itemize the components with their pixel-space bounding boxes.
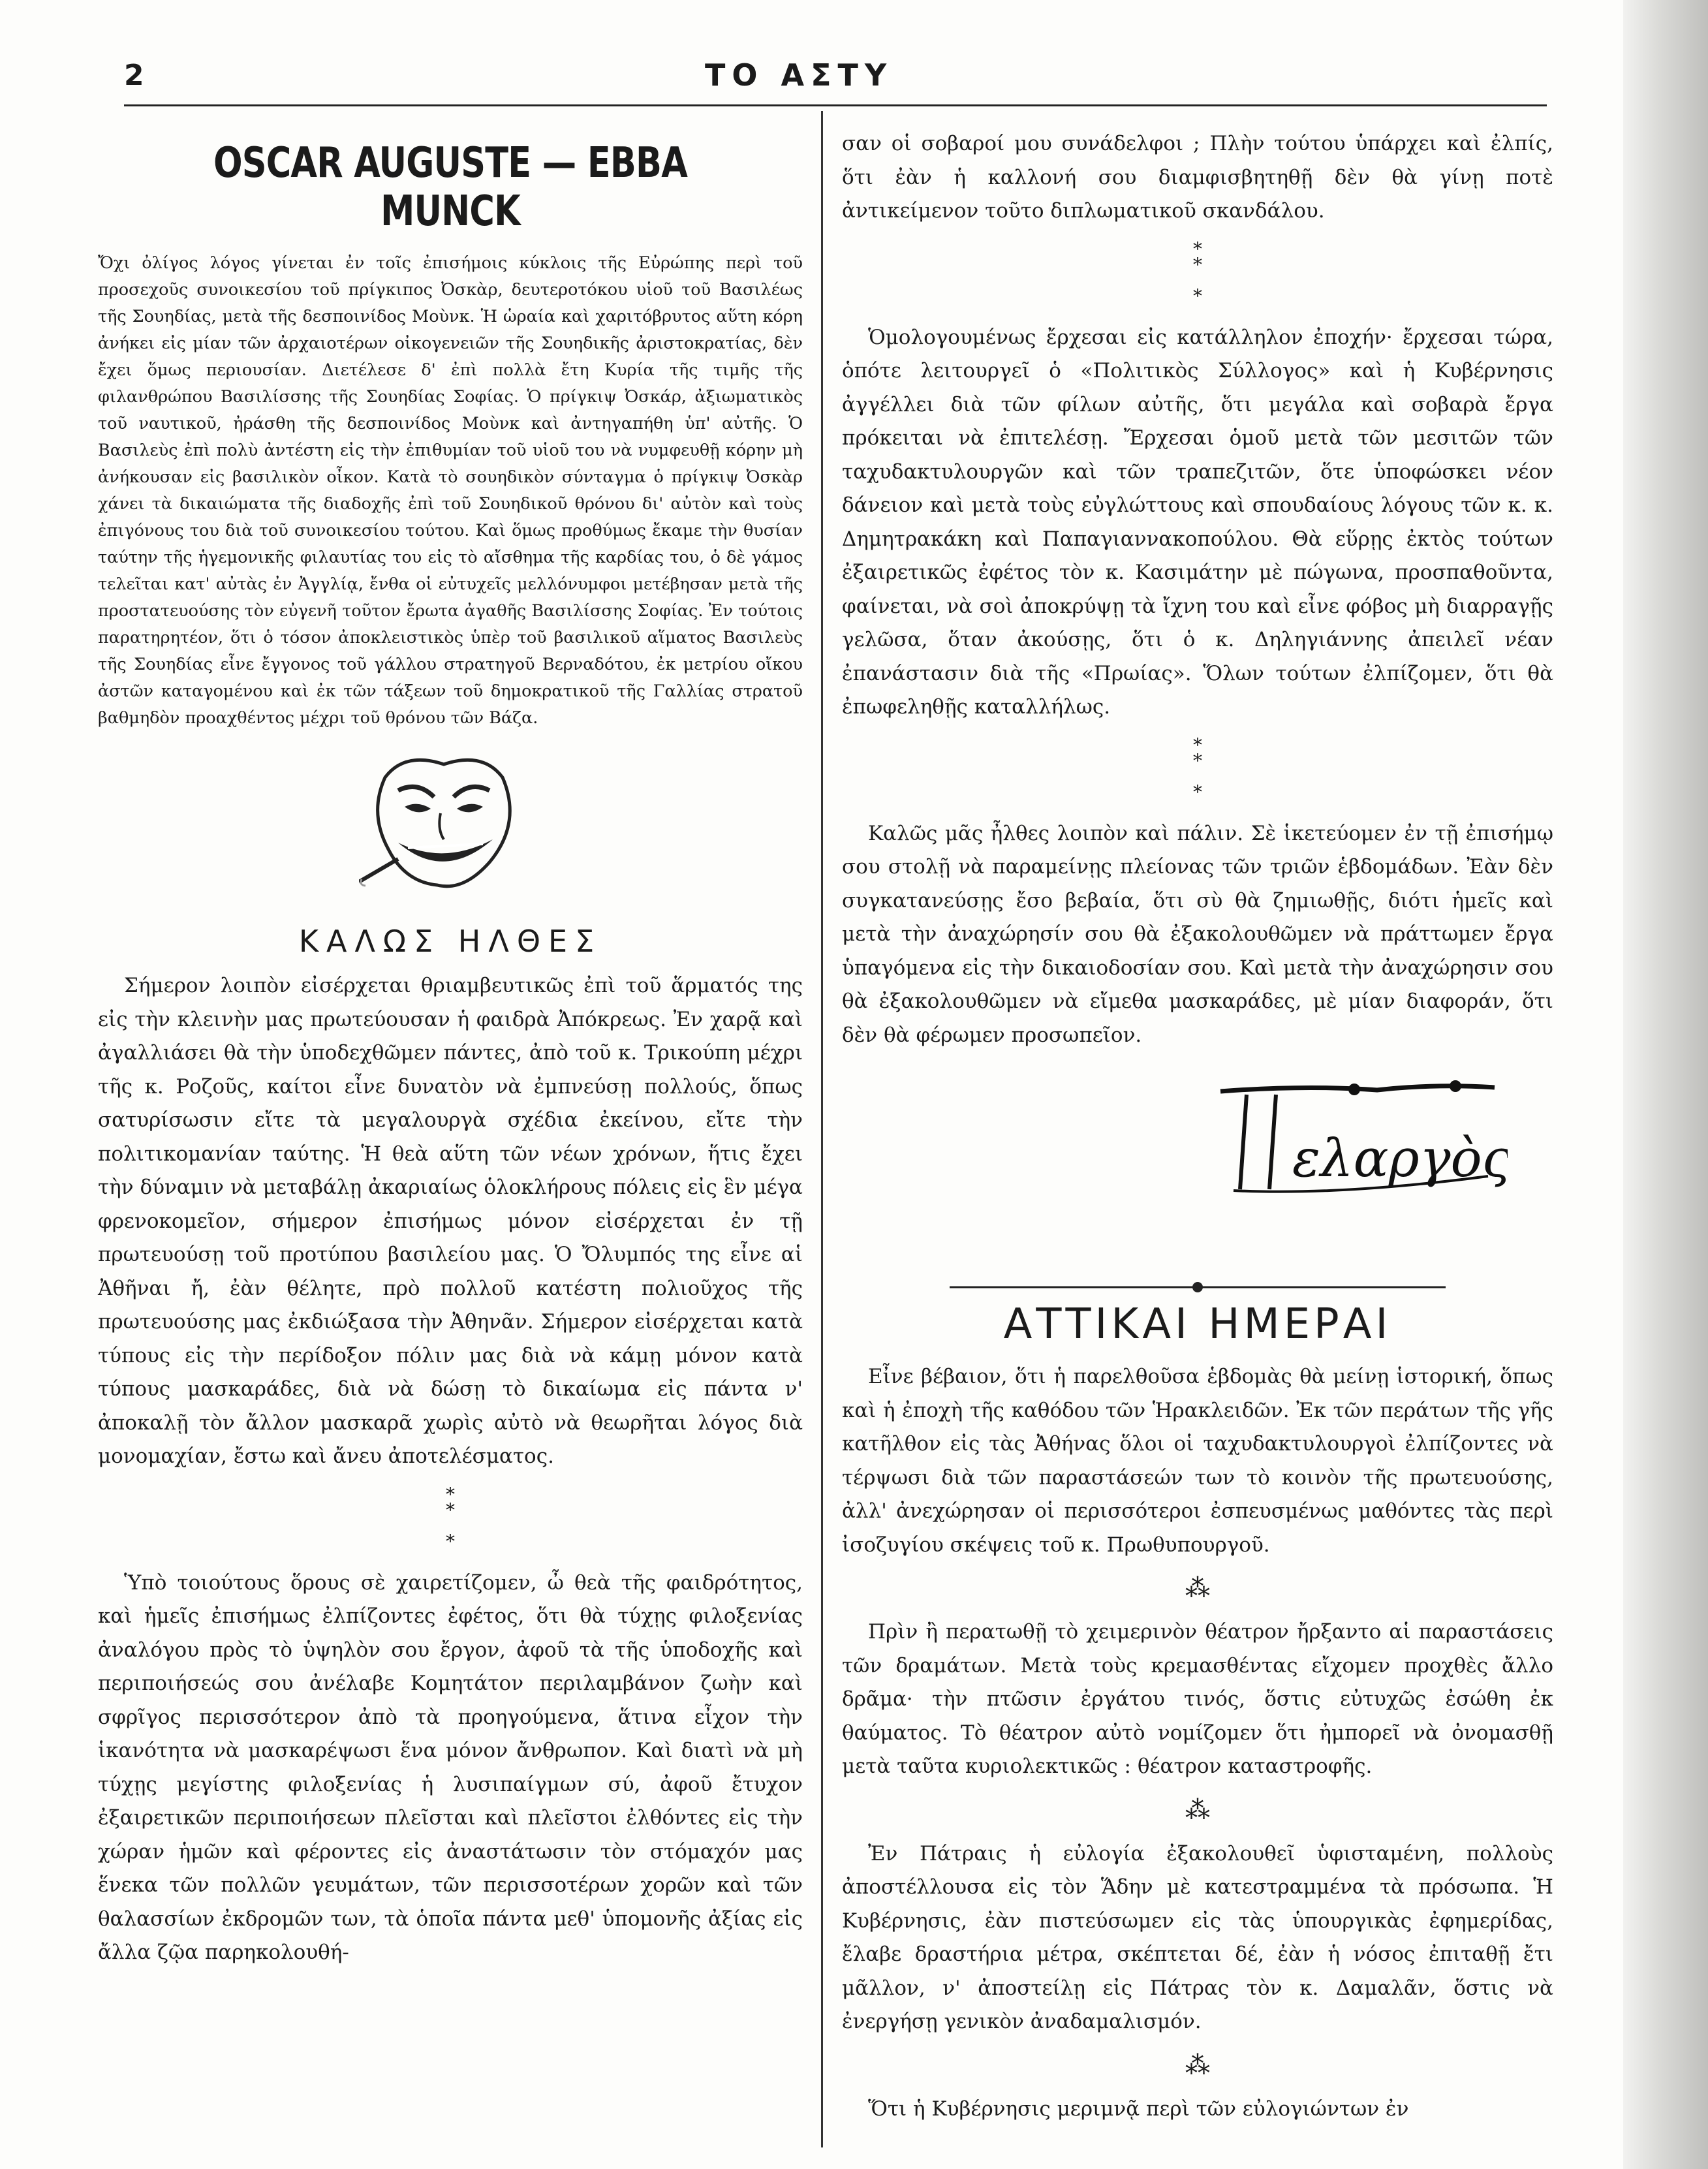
kalos-paragraph-3: Ὁμολογουμένως ἔρχεσαι εἰς κατάλληλον ἐποχήν· ἔρχεσαι τώρα, ὁπότε λειτουργεῖ ὁ «Πολιτικὸς Σύλλογος» καὶ ἡ Κυβέρνησις ἀγγέλλει διὰ τῶν φίλων αὐτῆς, ὅτι μεγάλα καὶ σοβαρὰ ἔργα πρόκειται νὰ ἐπιτελέσῃ. Ἔρχεσαι ὁμοῦ μετὰ τῶν μεσιτῶν τῶν ταχυδακτυλουργῶν καὶ τῶν τραπεζιτῶν, ὅτε ὑποφώσκει νέον δάνειον καὶ μετὰ τοὺς εὐγλώττους καὶ σπουδαίους λόγους τῶν κ. κ. Δημητρακάκη καὶ Παπαγιαννακοπούλου. Θὰ εὕρῃς ἐκτὸς τούτων ἐξαιρετικῶς ἐφέτος τὸν κ. Κασιμάτην μὲ πώγωνα, προσπαθοῦντα, φαίνεται, νὰ σοὶ ἀποκρύψῃ τὰ ἴχνη του καὶ εἶνε φόβος μὴ διαρραγῇς γελῶσα, ὅταν ἀκούσῃς, ὅτι ὁ κ. Δηληγιάννης ἀπειλεῖ νέαν ἐπανάστασιν διὰ τῆς «Πρωίας». Ὅλων τούτων ἐλπίζομεν, ὅτι θὰ ἐπωφεληθῇς καταλλήλως. [842, 325, 1553, 719]
signature-pelargos [1207, 1078, 1553, 1202]
page-edge-shadow [1623, 0, 1708, 2169]
page-number: 2 [124, 59, 144, 92]
oscar-line: τῆς Σουηδικῆς ἀριστοκρατίας, δὲν ἔχει ὅμως περιουσίαν. Διετέλεσε [98, 334, 803, 380]
page-header [117, 52, 1553, 104]
oscar-line: καὶ χαριτόβρυτος αὕτη κόρη ἀνήκει εἰς μίαν τῶν ἀρχαιοτέρων οἰκογενειῶν [98, 307, 803, 353]
article-title-kalos-ilthes: ΚΑΛΩΣ ΗΛΘΕΣ [298, 924, 602, 959]
oscar-line: πολὺ ἀντέστη εἰς τὴν ἐπιθυμίαν τοῦ υἱοῦ του νὰ νυμφευθῇ κόρην μὴ ἀνήκουσαν εἰς βασιλικὸν οἶκον. Κατὰ τὸ σουηδικὸν σύνταγμα ὁ πρίγκιψ Ὀσκὰρ [98, 441, 803, 487]
asterism-separator: ⁂ [1185, 1795, 1210, 1824]
grinning-mask-illustration [359, 751, 803, 914]
kalos-paragraph-2: Ὑπὸ τοιούτους ὅρους σὲ χαιρετίζομεν, ὦ θεὰ τῆς φαιδρότητος, καὶ ἡμεῖς ἐπισήμως ἐλπίζοντες ἐφέτος, ὅτι θὰ τύχῃς φιλοξενίας ἀναλόγου πρὸς τὸ ὑψηλὸν σου ἔργον, ἀφοῦ τὰ τῆς ὑποδοχῆς καὶ περιποιήσεώς σου ἀνέλαβε Κομητάτον περιλαμβάνον ζωὴν καὶ σφρῖγος περισσότερον ἀπὸ τὰ προηγούμενα, ἅτινα εἶχον τὴν ἱκανότητα νὰ μασκαρέψωσι ἕνα μόνον ἄνθρωπον. Καὶ διατὶ νὰ μὴ τύχῃς μεγίστης φιλοξενίας ἡ λυσιπαίγμων σύ, ἀφοῦ ἔτυχον ἐξαιρετικῶν περιποιήσεων πλεῖσται καὶ πλεῖστοι ἐλθόντες εἰς τὴν χώραν ἡμῶν καὶ φέροντες εἰς ἀναστάτωσιν τὸν στόμαχόν μας ἕνεκα τῶν πολλῶν γευμάτων, τῶν περισσοτέρων χορῶν καὶ τῶν θαλασσίων ἐκδρομῶν των, τὰ ὁποῖα πάντα μεθ' ὑπομονῆς ἀξίας εἰς ἄλλα ζῷα παρηκολουθή- [98, 1570, 803, 1964]
ornamental-rule [842, 1281, 1553, 1294]
oscar-line: τὴν θυσίαν ταύτην τῆς ἡγεμονικῆς φιλαυτίας του εἰς τὸ αἴσθημα τῆς καρδίας του, ὁ δὲ γάμος τελεῖται κατ' αὐτὰς ἐν Ἀγγλίᾳ, ἔνθα οἱ εὐτυχεῖς [98, 521, 803, 594]
oscar-line: δ' ἐπὶ πολλὰ ἔτη Κυρία τῆς τιμῆς τῆς φιλανθρώπου Βασιλίσσης τῆς [98, 360, 803, 407]
oscar-line: τοὺς ἐπιγόνους του διὰ τοῦ συνοικεσίου τούτου. Καὶ ὅμως προθύμως ἔκαμε [98, 494, 803, 540]
kalos-continuation: σαν οἱ σοβαροί μου συνάδελφοι ; Πλὴν τούτου ὑπάρχει καὶ ἐλπίς, ὅτι ἐὰν ἡ καλλονή σου διαμφισβητηθῇ δὲν θὰ γίνῃ ποτὲ ἀντικείμενον τοῦτο διπλωματικοῦ σκανδάλου. [842, 132, 1553, 223]
oscar-line: ἀγαθῆς Βασιλίσσης Σοφίας. Ἐν τούτοις παρατηρητέον, ὅτι ὁ τόσον ἀποκλειστικὸς ὑπὲρ τοῦ βασιλικοῦ αἵματος Βασιλεὺς τῆς Σουηδίας εἶνε ἔγγονος [98, 601, 803, 674]
mask-drawing [359, 751, 529, 914]
oscar-line: Ὄχι ὀλίγος λόγος γίνεται ἐν τοῖς ἐπισήμοις κύκλοις τῆς Εὐρώπης περὶ [98, 253, 762, 273]
signature-drawing [1207, 1078, 1508, 1202]
oscar-line: τοῦ Βασιλέως τῆς Σουηδίας, μετὰ τῆς δεσποινίδος Μοὺνκ. Ἡ ὡραία [98, 280, 803, 326]
oscar-line: καὶ ἐκ τῶν τάξεων τοῦ δημοκρατικοῦ τῆς Γαλλίας στρατοῦ βαθμηδὸν προαχθέντος μέχρι τοῦ θρόνου τῶν Βάζα. [98, 681, 803, 728]
kalos-paragraph-4: Καλῶς μᾶς ἦλθες λοιπὸν καὶ πάλιν. Σὲ ἱκετεύομεν ἐν τῇ ἐπισήμῳ σου στολῇ νὰ παραμείνῃς πλείονας τῶν τριῶν ἑβδομάδων. Ἐὰν δὲν συγκατανεύσῃς ἔσο βεβαία, ὅτι σὺ θὰ ζημιωθῇς, διότι ἡμεῖς καὶ μετὰ τὴν ἀναχώρησίν σου θὰ ἐξακολουθῶμεν νὰ πράττωμεν ἔργα ὑπαγόμενα εἰς τὴν δικαιοδοσίαν σου. Καὶ μετὰ τὴν ἀναχώρησιν σου θὰ ἐξακολουθῶμεν νὰ εἴμεθα μασκαράδες, μὲ μίαν διαφοράν, ὅτι δὲν θὰ φέρωμεν προσωπεῖον. [842, 821, 1553, 1047]
oscar-article-body [98, 250, 803, 732]
star-separator: * * * [446, 1483, 455, 1552]
article-title-attikai-imerai: ΑΤΤΙΚΑΙ ΗΜΕΡΑΙ [1003, 1300, 1392, 1349]
attikai-paragraph-4: Ὅτι ἡ Κυβέρνησις μεριμνᾷ περὶ τῶν εὐλογιώντων ἐν [868, 2097, 1409, 2121]
attikai-paragraph-2: Πρὶν ἢ περατωθῇ τὸ χειμερινὸν θέατρον ἤρξαντο αἱ παραστάσεις τῶν δραμάτων. Μετὰ τοὺς κρεμασθέντας εἴχομεν προχθὲς ἄλλο δρᾶμα· τὴν πτῶσιν ἐργάτου τινός, ὅστις εὐτυχῶς ἐσώθη ἐκ θαύματος. Τὸ θέατρον αὐτὸ νομίζομεν ὅτι ἠμπορεῖ νὰ ὀνομασθῇ μετὰ ταῦτα κυριολεκτικῶς : θέατρον καταστροφῆς. [842, 1620, 1553, 1778]
svg-text:ελαργὸς: ελαργὸς [1292, 1128, 1508, 1189]
attikai-paragraph-1: Εἶνε βέβαιον, ὅτι ἡ παρελθοῦσα ἑβδομὰς θὰ μείνῃ ἱστορική, ὅπως καὶ ἡ ἐποχὴ τῆς καθόδου τῶν Ἡρακλειδῶν. Ἐκ τῶν περάτων τῆς γῆς κατῆλθον εἰς τὰς Ἀθήνας ὅλοι οἱ ταχυδακτυλουργοὶ ἐλπίζοντες νὰ τέρψωσι διὰ τῶν παραστάσεών των τὸ κοινὸν τῆς πρωτευούσης, ἀλλ' ἀνεχώρησαν οἱ περισσότεροι ἐσπευσμένως μαθόντες τὰς περὶ ἰσοζυγίου σκέψεις τοῦ κ. Πρωθυπουργοῦ. [842, 1365, 1553, 1557]
oscar-line: χάνει τὰ δικαιώματα τῆς διαδοχῆς ἐπὶ τοῦ Σουηδικοῦ θρόνου δι' αὐτὸν καὶ [98, 494, 757, 514]
right-column [842, 127, 1553, 2126]
asterism-separator: ⁂ [1185, 1574, 1210, 1602]
oscar-line: τοῦ γάλλου στρατηγοῦ Βερναδότου, ἐκ μετρίου οἴκου ἀστῶν καταγομένου [98, 655, 803, 701]
masthead: ΤΟ ΑΣΤΥ [705, 57, 893, 93]
attikai-paragraph-3: Ἐν Πάτραις ἡ εὐλογία ἐξακολουθεῖ ὑφισταμένη, πολλοὺς ἀποστέλλουσα εἰς τὸν Ἅδην μὲ κατεστραμμένα τὰ πρόσωπα. Ἡ Κυβέρνησις, ἐὰν πιστεύσωμεν εἰς τὰς ὑπουργικὰς ἐφημερίδας, ἔλαβε δραστήρια μέτρα, σκέπτεται δέ, ἐὰν ἡ νόσος ἐπιταθῇ ἔτι μᾶλλον, ν' ἀποστείλῃ εἰς Πάτρας τὸν κ. Δαμαλᾶν, ὅστις νὰ ἐνεργήσῃ γενικὸν ἀναδαμαλισμόν. [842, 1841, 1553, 2033]
oscar-line: Σουηδίας Σοφίας. Ὁ πρίγκιψ Ὀσκάρ, ἀξιωματικὸς τοῦ ναυτικοῦ, ἠράσθη τῆς δεσποινίδος Μοὺνκ καὶ ἀντηγαπήθη ὑπ' αὐτῆς. Ὁ Βασιλεὺς ἐπὶ [98, 387, 803, 460]
column-divider [821, 111, 823, 2147]
asterism-separator: ⁂ [1185, 2050, 1210, 2080]
star-separator: * * * [1193, 734, 1202, 803]
oscar-line: τοῦ προσεχοῦς συνοικεσίου τοῦ πρίγκιπος Ὀσκὰρ, δευτεροτόκου υἱοῦ [98, 253, 803, 300]
star-separator: * * * [1193, 238, 1202, 307]
kalos-paragraph-1: Σήμερον λοιπὸν εἰσέρχεται θριαμβευτικῶς ἐπὶ τοῦ ἅρματός της εἰς τὴν κλεινὴν μας πρωτεύουσαν ἡ φαιδρὰ Ἀπόκρεως. Ἐν χαρᾷ καὶ ἀγαλλιάσει θὰ τὴν ὑποδεχθῶμεν πάντες, ἀπὸ τοῦ κ. Τρικούπη μέχρι τῆς κ. Ροζοῦς, καίτοι εἶνε δυνατὸν νὰ ἐμπνεύσῃ πολλούς, ὅπως σατυρίσωσιν εἴτε τὰ μεγαλουργὰ σχέδια ἐκείνου, εἴτε τὴν πολιτικομανίαν ταύτης. Ἡ θεὰ αὕτη τῶν νέων χρόνων, ἥτις ἔχει τὴν δύναμιν νὰ μεταβάλῃ ἀκαριαίως ὁλοκλήρους πόλεις εἰς ἓν μέγα φρενοκομεῖον, σήμερον ἐπισήμως μόνον εἰσέρχεται ἐν τῇ πρωτευούσῃ τοῦ προτύπου βασιλείου μας. Ὁ Ὄλυμπός της εἶνε αἱ Ἀθῆναι ἤ, ἐὰν θέλητε, πρὸ πολλοῦ κατέστη πολιοῦχος τῆς πρωτευούσης μας ἐκδιώξασα τὴν Ἀθηνᾶν. Σήμερον εἰσέρχεται κατὰ τύπους εἰς τὴν περίδοξον πόλιν μας διὰ νὰ κάμῃ μόνον κατὰ τύπους μασκαράδες, διὰ νὰ δώσῃ τὸ δικαίωμα εἰς πάντα ν' ἀποκαλῇ τὸν ἄλλον μασκαρᾶ χωρὶς αὐτὸ νὰ θεωρῆται λόγος διὰ μονομαχίαν, ἔστω καὶ ἄνευ ἀποτελέσματος. [98, 974, 803, 1468]
header-rule [124, 104, 1547, 106]
oscar-line: μελλόνυμφοι μετέβησαν μετὰ τῆς προστατευούσης τὸν εὐγενῆ τοῦτον ἔρωτα [98, 574, 803, 621]
article-title-oscar: OSCAR AUGUSTE — EBBA MUNCK [213, 139, 688, 236]
left-column [98, 127, 803, 1970]
